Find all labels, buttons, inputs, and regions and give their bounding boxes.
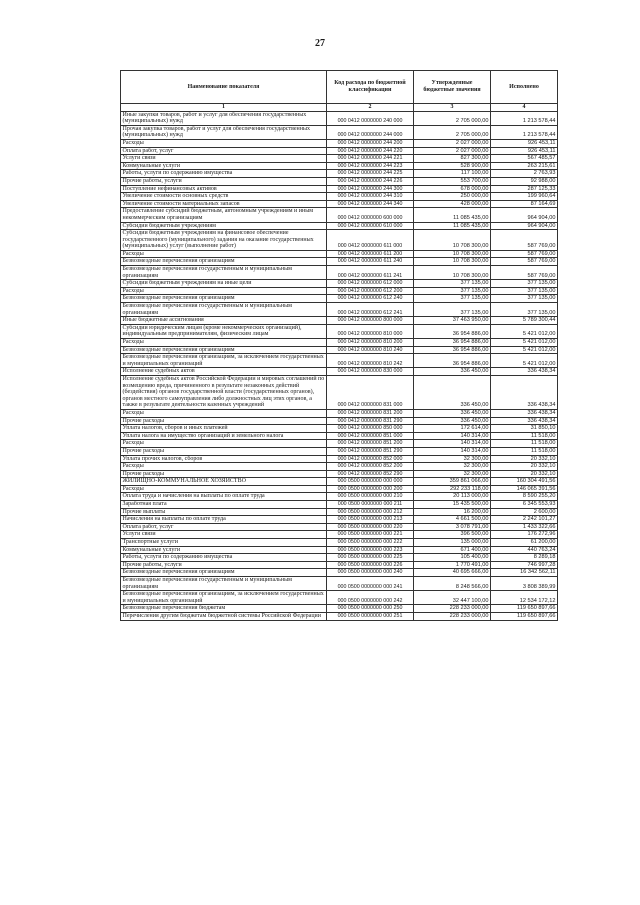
- row-name: ЖИЛИЩНО-КОММУНАЛЬНОЕ ХОЗЯЙСТВО: [121, 478, 327, 486]
- row-executed: 11 518,00: [491, 447, 558, 455]
- row-name: Расходы: [121, 440, 327, 448]
- table-row: [121, 339, 558, 347]
- row-approved: 377 135,00: [414, 295, 491, 303]
- row-code: 000 0500 0000000 000 250: [327, 605, 414, 613]
- table-row: [121, 177, 558, 185]
- row-executed: 336 438,34: [491, 375, 558, 409]
- row-approved: 8 248 566,00: [414, 577, 491, 591]
- row-name: Безвозмездные перечисления государственным и муниципальным организациям: [121, 577, 327, 591]
- row-code: 000 0500 0000000 000 251: [327, 612, 414, 620]
- row-code: 000 0412 0000000 244 340: [327, 200, 414, 208]
- row-code: 000 0412 0000000 244 225: [327, 170, 414, 178]
- row-approved: 2 705 000,00: [414, 125, 491, 139]
- table-row: [121, 591, 558, 605]
- row-name: Прочие расходы: [121, 470, 327, 478]
- row-executed: 16 342 562,11: [491, 569, 558, 577]
- row-executed: 377 135,00: [491, 287, 558, 295]
- table-row: [121, 295, 558, 303]
- row-approved: 359 861 066,00: [414, 478, 491, 486]
- row-name: Расходы: [121, 139, 327, 147]
- row-executed: 92 988,00: [491, 177, 558, 185]
- row-name: Коммунальные услуги: [121, 162, 327, 170]
- row-code: 000 0412 0000000 850 000: [327, 425, 414, 433]
- table-row: [121, 455, 558, 463]
- row-executed: 5 421 012,00: [491, 339, 558, 347]
- budget-execution-table: [120, 70, 558, 621]
- table-row: [121, 266, 558, 280]
- row-executed: 176 272,96: [491, 531, 558, 539]
- row-approved: 36 954 886,00: [414, 346, 491, 354]
- row-approved: 32 447 100,00: [414, 591, 491, 605]
- row-name: Прочие работы, услуги: [121, 177, 327, 185]
- table-row: [121, 222, 558, 230]
- row-name: Услуги связи: [121, 155, 327, 163]
- row-code: 000 0500 0000000 000 213: [327, 516, 414, 524]
- row-executed: 926 453,11: [491, 147, 558, 155]
- table-row: [121, 539, 558, 547]
- row-code: 000 0412 0000000 610 000: [327, 222, 414, 230]
- row-name: Расходы: [121, 250, 327, 258]
- table-row: [121, 409, 558, 417]
- row-executed: 20 332,10: [491, 455, 558, 463]
- row-code: 000 0412 0000000 244 221: [327, 155, 414, 163]
- row-code: 000 0412 0000000 611 240: [327, 258, 414, 266]
- row-approved: 228 233 000,00: [414, 612, 491, 620]
- table-row: [121, 200, 558, 208]
- row-approved: 16 200,00: [414, 508, 491, 516]
- row-code: 000 0412 0000000 244 226: [327, 177, 414, 185]
- table-row: [121, 354, 558, 368]
- row-approved: 140 314,00: [414, 447, 491, 455]
- row-executed: 926 453,11: [491, 139, 558, 147]
- row-executed: 6 345 553,93: [491, 501, 558, 509]
- row-code: 000 0412 0000000 244 310: [327, 193, 414, 201]
- table-row: [121, 577, 558, 591]
- row-code: 000 0412 0000000 851 290: [327, 447, 414, 455]
- row-executed: 146 065 391,56: [491, 485, 558, 493]
- row-code: 000 0500 0000000 000 212: [327, 508, 414, 516]
- table-row: [121, 250, 558, 258]
- row-code: 000 0500 0000000 000 226: [327, 561, 414, 569]
- row-approved: 135 000,00: [414, 539, 491, 547]
- header-name: Наименование показателя: [121, 71, 327, 104]
- page-number: 27: [315, 38, 325, 49]
- row-name: Расходы: [121, 485, 327, 493]
- header-code: Код расхода по бюджетной классификации: [327, 71, 414, 104]
- row-approved: 377 135,00: [414, 287, 491, 295]
- row-approved: 4 661 500,00: [414, 516, 491, 524]
- row-approved: 292 233 118,00: [414, 485, 491, 493]
- row-approved: 37 463 950,00: [414, 317, 491, 325]
- row-approved: 396 500,00: [414, 531, 491, 539]
- header-index: 2: [327, 104, 414, 112]
- table-row: [121, 508, 558, 516]
- table-row: [121, 546, 558, 554]
- row-name: Работы, услуги по содержанию имущества: [121, 554, 327, 562]
- row-executed: 20 332,10: [491, 470, 558, 478]
- row-name: Безвозмездные перечисления организациям: [121, 295, 327, 303]
- row-approved: 11 085 435,00: [414, 222, 491, 230]
- row-executed: 31 850,10: [491, 425, 558, 433]
- row-approved: 140 314,00: [414, 432, 491, 440]
- row-approved: 40 695 666,00: [414, 569, 491, 577]
- table-row: [121, 125, 558, 139]
- row-code: 000 0412 0000000 244 223: [327, 162, 414, 170]
- row-executed: 119 650 897,66: [491, 605, 558, 613]
- row-executed: 263 215,61: [491, 162, 558, 170]
- header-index: 3: [414, 104, 491, 112]
- row-executed: 377 135,00: [491, 295, 558, 303]
- row-code: 000 0412 0000000 831 000: [327, 375, 414, 409]
- row-name: Увеличение стоимости основных средств: [121, 193, 327, 201]
- row-code: 000 0412 0000000 830 000: [327, 368, 414, 376]
- row-approved: 553 700,00: [414, 177, 491, 185]
- row-code: 000 0412 0000000 612 241: [327, 303, 414, 317]
- row-code: 000 0412 0000000 244 220: [327, 147, 414, 155]
- row-approved: 3 078 791,00: [414, 523, 491, 531]
- row-approved: 336 450,00: [414, 417, 491, 425]
- table-row: [121, 440, 558, 448]
- row-code: 000 0500 0000000 000 240: [327, 569, 414, 577]
- row-code: 000 0412 0000000 810 200: [327, 339, 414, 347]
- row-executed: 336 438,34: [491, 409, 558, 417]
- table-row: [121, 432, 558, 440]
- row-name: Иные закупки товаров, работ и услуг для обеспечения государственных (муниципальных) нужд: [121, 111, 327, 125]
- row-name: Безвозмездные перечисления организациям: [121, 258, 327, 266]
- table-header: [121, 71, 558, 112]
- row-executed: 3 808 389,99: [491, 577, 558, 591]
- table-row: [121, 523, 558, 531]
- row-name: Расходы: [121, 463, 327, 471]
- row-name: Субсидии бюджетным учреждениям: [121, 222, 327, 230]
- row-approved: 671 400,00: [414, 546, 491, 554]
- row-name: Оплата работ, услуг: [121, 523, 327, 531]
- row-name: Транспортные услуги: [121, 539, 327, 547]
- row-code: 000 0412 0000000 612 000: [327, 280, 414, 288]
- row-name: Безвозмездные перечисления государственным и муниципальным организациям: [121, 303, 327, 317]
- row-name: Расходы: [121, 287, 327, 295]
- row-executed: 5 421 012,00: [491, 324, 558, 338]
- row-executed: 2 242 101,27: [491, 516, 558, 524]
- row-name: Безвозмездные перечисления организациям: [121, 346, 327, 354]
- table-row: [121, 554, 558, 562]
- row-code: 000 0412 0000000 852 000: [327, 455, 414, 463]
- table-row: [121, 470, 558, 478]
- row-executed: 377 135,00: [491, 303, 558, 317]
- header-index: 1: [121, 104, 327, 112]
- row-approved: 32 300,00: [414, 463, 491, 471]
- row-executed: 587 769,00: [491, 258, 558, 266]
- table-row: [121, 317, 558, 325]
- row-approved: 15 435 500,00: [414, 501, 491, 509]
- header-approved: Утвержденные бюджетные значения: [414, 71, 491, 104]
- row-code: 000 0412 0000000 240 000: [327, 111, 414, 125]
- row-executed: 61 200,00: [491, 539, 558, 547]
- row-approved: 428 000,00: [414, 200, 491, 208]
- row-code: 000 0412 0000000 831 290: [327, 417, 414, 425]
- table-row: [121, 147, 558, 155]
- row-approved: 678 000,00: [414, 185, 491, 193]
- row-name: Субсидии бюджетным учреждениям на иные цели: [121, 280, 327, 288]
- table-row: [121, 485, 558, 493]
- row-code: 000 0412 0000000 831 200: [327, 409, 414, 417]
- row-code: 000 0412 0000000 612 240: [327, 295, 414, 303]
- row-code: 000 0500 0000000 000 221: [327, 531, 414, 539]
- table-row: [121, 478, 558, 486]
- table-row: [121, 463, 558, 471]
- row-executed: 160 304 491,56: [491, 478, 558, 486]
- row-approved: 105 400,00: [414, 554, 491, 562]
- row-name: Субсидии бюджетным учреждениям на финансовое обеспечение государственного (муниципального) задания на оказание государственных (муниципальных) услуг (выполнение работ): [121, 230, 327, 251]
- row-approved: 377 135,00: [414, 303, 491, 317]
- row-approved: 250 000,00: [414, 193, 491, 201]
- row-approved: 528 900,00: [414, 162, 491, 170]
- row-executed: 377 135,00: [491, 280, 558, 288]
- table-row: [121, 605, 558, 613]
- row-executed: 587 769,00: [491, 230, 558, 251]
- row-executed: 336 438,34: [491, 417, 558, 425]
- row-name: Заработная плата: [121, 501, 327, 509]
- table-row: [121, 447, 558, 455]
- row-approved: 32 300,00: [414, 455, 491, 463]
- row-executed: 5 789 300,44: [491, 317, 558, 325]
- row-executed: 440 763,24: [491, 546, 558, 554]
- row-approved: 36 954 886,00: [414, 339, 491, 347]
- row-approved: 10 708 300,00: [414, 258, 491, 266]
- table-row: [121, 501, 558, 509]
- row-executed: 11 518,00: [491, 440, 558, 448]
- table-row: [121, 425, 558, 433]
- table-row: [121, 303, 558, 317]
- row-code: 000 0500 0000000 000 200: [327, 485, 414, 493]
- row-approved: 172 614,00: [414, 425, 491, 433]
- table-row: [121, 287, 558, 295]
- header-executed: Исполнено: [491, 71, 558, 104]
- row-approved: 2 705 000,00: [414, 111, 491, 125]
- row-name: Прочая закупка товаров, работ и услуг для обеспечения государственных (муниципальных) нужд: [121, 125, 327, 139]
- row-name: Расходы: [121, 339, 327, 347]
- row-name: Услуги связи: [121, 531, 327, 539]
- table-row: [121, 208, 558, 222]
- row-approved: 377 135,00: [414, 280, 491, 288]
- row-approved: 10 708 300,00: [414, 250, 491, 258]
- row-approved: 36 954 886,00: [414, 354, 491, 368]
- row-approved: 1 770 491,00: [414, 561, 491, 569]
- table-row: [121, 111, 558, 125]
- row-code: 000 0412 0000000 611 241: [327, 266, 414, 280]
- row-executed: 199 960,64: [491, 193, 558, 201]
- table-row: [121, 375, 558, 409]
- row-executed: 336 438,34: [491, 368, 558, 376]
- row-executed: 287 125,33: [491, 185, 558, 193]
- row-code: 000 0412 0000000 810 242: [327, 354, 414, 368]
- row-code: 000 0412 0000000 244 300: [327, 185, 414, 193]
- row-executed: 2 600,00: [491, 508, 558, 516]
- row-approved: 140 314,00: [414, 440, 491, 448]
- row-executed: 12 534 172,12: [491, 591, 558, 605]
- row-approved: 10 708 300,00: [414, 266, 491, 280]
- row-code: 000 0500 0000000 000 242: [327, 591, 414, 605]
- table-row: [121, 612, 558, 620]
- row-approved: 11 085 435,00: [414, 208, 491, 222]
- row-code: 000 0412 0000000 851 200: [327, 440, 414, 448]
- row-approved: 2 027 000,00: [414, 139, 491, 147]
- row-name: Коммунальные услуги: [121, 546, 327, 554]
- row-name: Прочие расходы: [121, 447, 327, 455]
- row-approved: 20 113 000,00: [414, 493, 491, 501]
- row-name: Исполнение судебных актов Российской Федерации и мировых соглашений по возмещению вреда, причиненного в результате незаконных действий (бездействия) органов государственной власти (государственных органов), органов местного самоуправления либо должностных лиц этих органов, а также в результате деятельности казенных учреждений: [121, 375, 327, 409]
- row-code: 000 0412 0000000 611 000: [327, 230, 414, 251]
- row-name: Поступление нефинансовых активов: [121, 185, 327, 193]
- row-name: Иные бюджетные ассигнования: [121, 317, 327, 325]
- table-body: [121, 111, 558, 620]
- row-executed: 87 164,69: [491, 200, 558, 208]
- row-approved: 336 450,00: [414, 368, 491, 376]
- row-name: Перечисления другим бюджетам бюджетной системы Российской Федерации: [121, 612, 327, 620]
- row-name: Исполнение судебных актов: [121, 368, 327, 376]
- row-executed: 119 650 897,66: [491, 612, 558, 620]
- row-approved: 228 233 000,00: [414, 605, 491, 613]
- row-name: Безвозмездные перечисления государственным и муниципальным организациям: [121, 266, 327, 280]
- row-code: 000 0412 0000000 600 000: [327, 208, 414, 222]
- row-executed: 11 518,00: [491, 432, 558, 440]
- row-name: Оплата работ, услуг: [121, 147, 327, 155]
- table-row: [121, 368, 558, 376]
- row-executed: 746 997,28: [491, 561, 558, 569]
- row-name: Уплата налогов, сборов и иных платежей: [121, 425, 327, 433]
- header-index: 4: [491, 104, 558, 112]
- table-row: [121, 493, 558, 501]
- row-approved: 117 100,00: [414, 170, 491, 178]
- row-approved: 2 027 000,00: [414, 147, 491, 155]
- row-executed: 5 421 012,00: [491, 354, 558, 368]
- table-row: [121, 417, 558, 425]
- row-name: Безвозмездные перечисления бюджетам: [121, 605, 327, 613]
- row-name: Прочие работы, услуги: [121, 561, 327, 569]
- row-code: 000 0412 0000000 612 200: [327, 287, 414, 295]
- row-approved: 827 300,00: [414, 155, 491, 163]
- row-code: 000 0412 0000000 800 000: [327, 317, 414, 325]
- row-executed: 1 213 578,44: [491, 111, 558, 125]
- table-row: [121, 561, 558, 569]
- row-executed: 567 485,57: [491, 155, 558, 163]
- table-row: [121, 346, 558, 354]
- row-executed: 5 421 012,00: [491, 346, 558, 354]
- table-row: [121, 531, 558, 539]
- table-row: [121, 516, 558, 524]
- row-executed: 8 289,18: [491, 554, 558, 562]
- row-name: Безвозмездные перечисления организациям, за исключением государственных и муниципальных организаций: [121, 354, 327, 368]
- row-code: 000 0412 0000000 244 200: [327, 139, 414, 147]
- row-executed: 2 763,93: [491, 170, 558, 178]
- row-code: 000 0500 0000000 000 000: [327, 478, 414, 486]
- row-executed: 20 332,10: [491, 463, 558, 471]
- row-code: 000 0500 0000000 000 211: [327, 501, 414, 509]
- row-code: 000 0412 0000000 611 200: [327, 250, 414, 258]
- row-name: Прочие выплаты: [121, 508, 327, 516]
- row-code: 000 0412 0000000 852 200: [327, 463, 414, 471]
- row-name: Прочие расходы: [121, 417, 327, 425]
- row-approved: 336 450,00: [414, 409, 491, 417]
- row-name: Увеличение стоимости материальных запасов: [121, 200, 327, 208]
- row-code: 000 0500 0000000 000 241: [327, 577, 414, 591]
- row-code: 000 0412 0000000 851 000: [327, 432, 414, 440]
- row-executed: 8 590 255,20: [491, 493, 558, 501]
- row-executed: 964 904,00: [491, 222, 558, 230]
- row-code: 000 0500 0000000 000 223: [327, 546, 414, 554]
- table-row: [121, 280, 558, 288]
- row-code: 000 0500 0000000 000 222: [327, 539, 414, 547]
- row-code: 000 0412 0000000 810 240: [327, 346, 414, 354]
- row-name: Субсидии юридическим лицам (кроме некоммерческих организаций), индивидуальным предпринимателям, физическим лицам: [121, 324, 327, 338]
- row-name: Начисления на выплаты по оплате труда: [121, 516, 327, 524]
- row-name: Оплата труда и начисления на выплаты по оплате труда: [121, 493, 327, 501]
- row-executed: 587 769,00: [491, 250, 558, 258]
- row-approved: 336 450,00: [414, 375, 491, 409]
- row-executed: 587 769,00: [491, 266, 558, 280]
- table-row: [121, 324, 558, 338]
- row-name: Уплата прочих налогов, сборов: [121, 455, 327, 463]
- table-row: [121, 569, 558, 577]
- row-executed: 1 433 322,66: [491, 523, 558, 531]
- row-code: 000 0412 0000000 244 000: [327, 125, 414, 139]
- row-name: Предоставление субсидий бюджетным, автономным учреждениям и иным некоммерческим организациям: [121, 208, 327, 222]
- row-name: Безвозмездные перечисления организациям: [121, 569, 327, 577]
- row-approved: 36 954 886,00: [414, 324, 491, 338]
- row-executed: 964 904,00: [491, 208, 558, 222]
- table-row: [121, 155, 558, 163]
- row-approved: 10 708 300,00: [414, 230, 491, 251]
- row-code: 000 0412 0000000 852 290: [327, 470, 414, 478]
- table-row: [121, 258, 558, 266]
- table-row: [121, 193, 558, 201]
- row-approved: 32 300,00: [414, 470, 491, 478]
- row-code: 000 0500 0000000 000 210: [327, 493, 414, 501]
- row-name: Безвозмездные перечисления организациям, за исключением государственных и муниципальных организаций: [121, 591, 327, 605]
- table-row: [121, 230, 558, 251]
- row-code: 000 0412 0000000 810 000: [327, 324, 414, 338]
- table-row: [121, 162, 558, 170]
- row-code: 000 0500 0000000 000 220: [327, 523, 414, 531]
- table-row: [121, 139, 558, 147]
- row-code: 000 0500 0000000 000 225: [327, 554, 414, 562]
- table-row: [121, 170, 558, 178]
- row-executed: 1 213 578,44: [491, 125, 558, 139]
- row-name: Уплата налога на имущество организаций и земельного налога: [121, 432, 327, 440]
- row-name: Работы, услуги по содержанию имущества: [121, 170, 327, 178]
- row-name: Расходы: [121, 409, 327, 417]
- table-row: [121, 185, 558, 193]
